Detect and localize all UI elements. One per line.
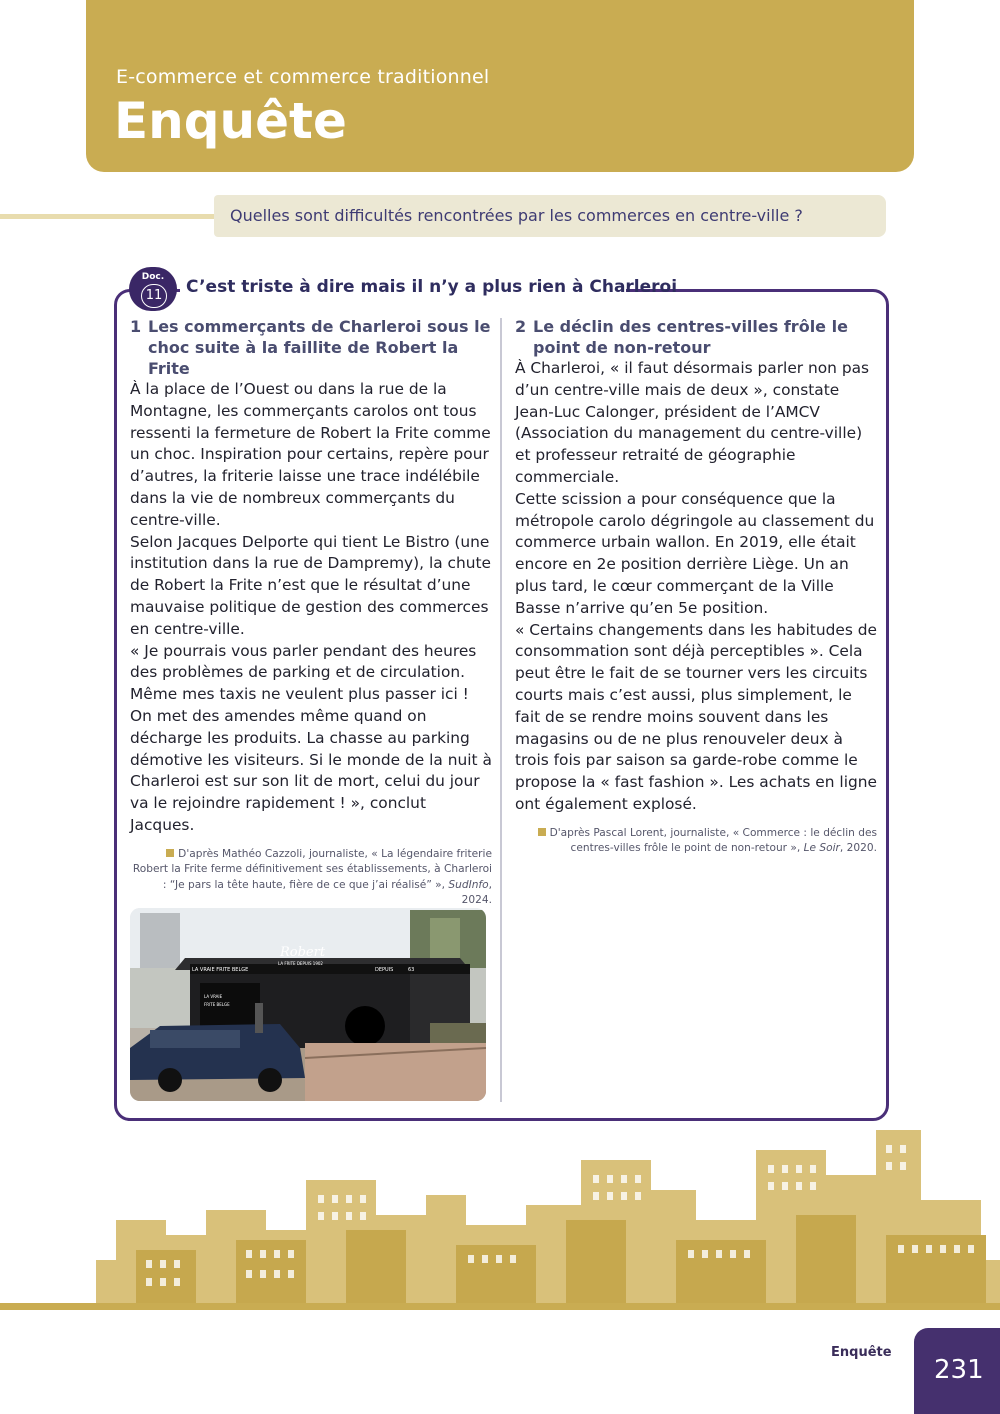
friterie-photo-illustration (130, 908, 486, 1101)
article-1-source-text: D'après Mathéo Cazzoli, journaliste, « La légendaire friterie Robert la Frite ferme définitivement ses établissements, à Charleroi : “Je pars la tête haute, fière de ce que j’ai réalisé” », (132, 847, 492, 891)
article-2-paragraph: Cette scission a pour conséquence que la métropole carolo dégringole au classement du commerce urbain wallon. En 2019, elle était encore en 2e position derrière Liège. Un an plus tard, le cœur commerçant de la Ville Basse n’arrive qu’en 5e position. (515, 489, 875, 617)
photo-board-line-1: LA VRAIE (204, 994, 223, 999)
article-2-paragraph: « Certains changements dans les habitudes de consommation sont déjà perceptibles ». Cela peut être le fait de se tourner vers les circuits courts mais c’est aussi, plus simplement, le fait de se rendre moins souvent dans les magasins ou de ne plus renouveler deux à trois fois par saison sa garde-robe comme le propose la « fast fashion ». Les achats en ligne ont également explosé. (515, 620, 877, 813)
article-1-source-publication: SudInfo (448, 878, 489, 891)
photo-depuis: DEPUIS (375, 967, 394, 973)
city-skyline-decoration (96, 1120, 1000, 1309)
page-number: 231 (934, 1355, 984, 1385)
article-1-source (130, 847, 492, 909)
article-1 (130, 316, 492, 909)
photo-sign-tag: LA FRITE DEPUIS 1902 (278, 961, 323, 966)
bullet-square-icon (538, 828, 546, 836)
article-2-paragraph: À Charleroi, « il faut désormais parler non pas d’un centre-ville mais de deux », constate Jean-Luc Calonger, président de l’AMCV (Association du management du centre-ville) et professeur retraité de géographie commerciale. (515, 359, 870, 486)
bullet-square-icon (166, 849, 174, 857)
photo-number: 63 (408, 967, 415, 973)
article-1-paragraph: Selon Jacques Delporte qui tient Le Bistro (une institution dans la rue de Dampremy), la chute de Robert la Frite n’est que le résultat d’une mauvaise politique de gestion des commerces en centre-ville. (130, 532, 492, 638)
article-2 (515, 316, 877, 857)
document-badge (129, 267, 177, 311)
question-text: Quelles sont difficultés rencontrées par les commerces en centre-ville ? (230, 206, 803, 225)
article-1-paragraph: À la place de l’Ouest ou dans la rue de la Montagne, les commerçants carolos ont tous ressenti la fermeture de Robert la Frite comme un choc. Inspiration pour certains, repère pour d’autres, la friterie laisse une trace indélébile dans la vie de nombreux commerçants du centre-ville. (130, 380, 491, 529)
article-1-paragraph: « Je pourrais vous parler pendant des heures des problèmes de parking et de circulation. Même mes taxis ne veulent plus passer ici ! On met des amendes même quand on décharge les produits. La chasse au parking démotive les visiteurs. Si le monde de la nuit à Charleroi est sur son lit de mort, celui du jour va le rejoindre rapidement ! », conclut Jacques. (130, 641, 492, 834)
document-badge-label: Doc. (141, 272, 165, 282)
photo-sign-name: Robert (280, 945, 326, 960)
column-divider (500, 318, 502, 1102)
friterie-photo (130, 908, 486, 1101)
article-2-heading (515, 316, 877, 358)
article-1-number: 1 (130, 317, 142, 336)
photo-banner: LA VRAIE FRITE BELGE (192, 967, 249, 973)
footer-section-label: Enquête (831, 1345, 892, 1360)
question-rule (0, 214, 214, 219)
document-title: C’est triste à dire mais il n’y a plus rien à Charleroi (186, 277, 678, 297)
question-box (214, 195, 886, 237)
document-badge-number: 11 (141, 284, 167, 308)
footer-band (0, 1303, 1000, 1310)
article-2-number: 2 (515, 317, 527, 336)
chapter-subtitle: E-commerce et commerce traditionnel (116, 66, 490, 88)
chapter-title: Enquête (114, 92, 347, 150)
article-2-heading-text: Le déclin des centres-villes frôle le point de non-retour (533, 317, 848, 357)
article-2-source-year: , 2020. (839, 842, 877, 855)
page-number-tab (914, 1328, 1000, 1414)
article-1-heading-text: Les commerçants de Charleroi sous le choc suite à la faillite de Robert la Frite (148, 317, 491, 378)
article-2-source-publication: Le Soir (803, 842, 840, 855)
photo-board-line-2: FRITE BELGE (204, 1002, 230, 1007)
chapter-header (86, 0, 914, 172)
article-2-source (515, 826, 877, 857)
article-1-heading (130, 316, 492, 379)
article-2-source-text: D'après Pascal Lorent, journaliste, « Commerce : le déclin des centres-villes frôle le point de non-retour », (549, 826, 877, 855)
article-1-source-year: , 2024. (461, 878, 492, 907)
